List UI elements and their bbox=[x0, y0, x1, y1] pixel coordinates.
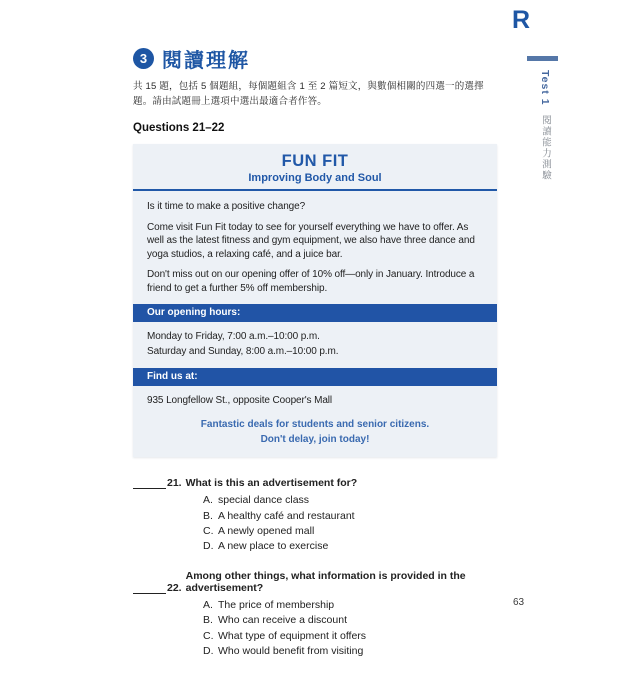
opening-hours-weekday: Monday to Friday, 7:00 a.m.–10:00 p.m. bbox=[147, 331, 320, 343]
advertisement-subtitle: Improving Body and Soul bbox=[248, 172, 382, 185]
advertisement-box bbox=[133, 144, 497, 457]
option-row bbox=[203, 524, 497, 539]
option-row bbox=[203, 598, 497, 613]
question-number: 22. bbox=[167, 582, 182, 595]
option-letter: B. bbox=[203, 509, 213, 522]
location-banner: Find us at: bbox=[133, 368, 497, 386]
option-row bbox=[203, 539, 497, 554]
section-number-badge: 3 bbox=[133, 48, 154, 69]
questions-section bbox=[133, 477, 497, 659]
option-text: What type of equipment it offers bbox=[218, 629, 367, 642]
option-row bbox=[203, 629, 497, 644]
option-text: A healthy café and restaurant bbox=[218, 509, 355, 522]
advertisement-title: FUN FIT bbox=[281, 152, 349, 171]
footer-deals-line: Fantastic deals for students and senior citizens. bbox=[200, 419, 430, 431]
option-letter: B. bbox=[203, 614, 213, 627]
option-letter: D. bbox=[203, 540, 214, 553]
option-text: The price of membership bbox=[218, 599, 335, 612]
option-text: special dance class bbox=[218, 494, 310, 507]
page-number: 63 bbox=[513, 597, 525, 608]
section-corner-letter: R bbox=[512, 6, 531, 34]
section-title: 閱讀理解 bbox=[162, 50, 250, 72]
option-text: Who would benefit from visiting bbox=[218, 644, 364, 657]
sidebar-section-label: 閱讀能力測驗 bbox=[540, 114, 551, 181]
option-letter: C. bbox=[203, 524, 214, 537]
answer-blank bbox=[133, 583, 166, 594]
advertisement-body bbox=[133, 200, 497, 295]
advertisement-paragraph-2: Don't miss out on our opening offer of 10% off—only in January. Introduce a friend to get a further 5% off membership. bbox=[147, 269, 475, 294]
opening-hours-banner: Our opening hours: bbox=[133, 304, 497, 322]
advertisement-divider bbox=[133, 189, 497, 191]
advertisement-header bbox=[133, 144, 497, 184]
question-22 bbox=[133, 570, 497, 659]
footer-join-line: Don't delay, join today! bbox=[260, 433, 370, 445]
opening-hours-weekend: Saturday and Sunday, 8:00 a.m.–10:00 p.m. bbox=[147, 346, 339, 358]
advertisement-footer bbox=[133, 418, 497, 447]
advertisement-paragraph-1: Come visit Fun Fit today to see for yourself everything we have to offer. As well as the latest fitness and gym equipment, we also have three dance and yoga studios, a relaxing café, and a juice bar. bbox=[147, 221, 475, 260]
location-section bbox=[133, 393, 497, 408]
option-letter: A. bbox=[203, 494, 213, 507]
sidebar-test-label: Test 1 bbox=[539, 70, 551, 106]
option-text: A newly opened mall bbox=[218, 524, 315, 537]
question-21-stem-line bbox=[133, 477, 497, 489]
question-21 bbox=[133, 477, 497, 554]
sidebar-tab bbox=[536, 70, 554, 181]
question-number: 21. bbox=[167, 477, 182, 490]
question-stem: What is this an advertisement for? bbox=[185, 477, 358, 490]
option-letter: D. bbox=[203, 644, 214, 657]
option-letter: A. bbox=[203, 599, 213, 612]
option-letter: C. bbox=[203, 629, 214, 642]
option-row bbox=[203, 493, 497, 508]
question-22-options bbox=[203, 598, 497, 659]
section-instructions: 共 15 題，包括 5 個題組，每個題組含 1 至 2 篇短文，與數個相關的四選一的選擇題。請由試題冊上選項中選出最適合者作答。 bbox=[133, 81, 484, 108]
question-stem: Among other things, what information is provided in the advertisement? bbox=[185, 570, 466, 595]
opening-hours-list bbox=[133, 329, 497, 359]
sidebar-tab-bar bbox=[527, 56, 558, 61]
option-row bbox=[203, 644, 497, 659]
address-line: 935 Longfellow St., opposite Cooper's Mall bbox=[147, 395, 333, 407]
option-text: A new place to exercise bbox=[218, 540, 329, 553]
question-22-stem-line bbox=[133, 570, 497, 594]
question-21-options bbox=[203, 493, 497, 554]
questions-range-heading: Questions 21–22 bbox=[133, 122, 225, 135]
option-row bbox=[203, 613, 497, 628]
main-content bbox=[133, 44, 497, 675]
advertisement-intro-question: Is it time to make a positive change? bbox=[147, 201, 306, 213]
option-row bbox=[203, 509, 497, 524]
section-header bbox=[133, 44, 497, 73]
answer-blank bbox=[133, 478, 166, 489]
option-text: Who can receive a discount bbox=[218, 614, 347, 627]
